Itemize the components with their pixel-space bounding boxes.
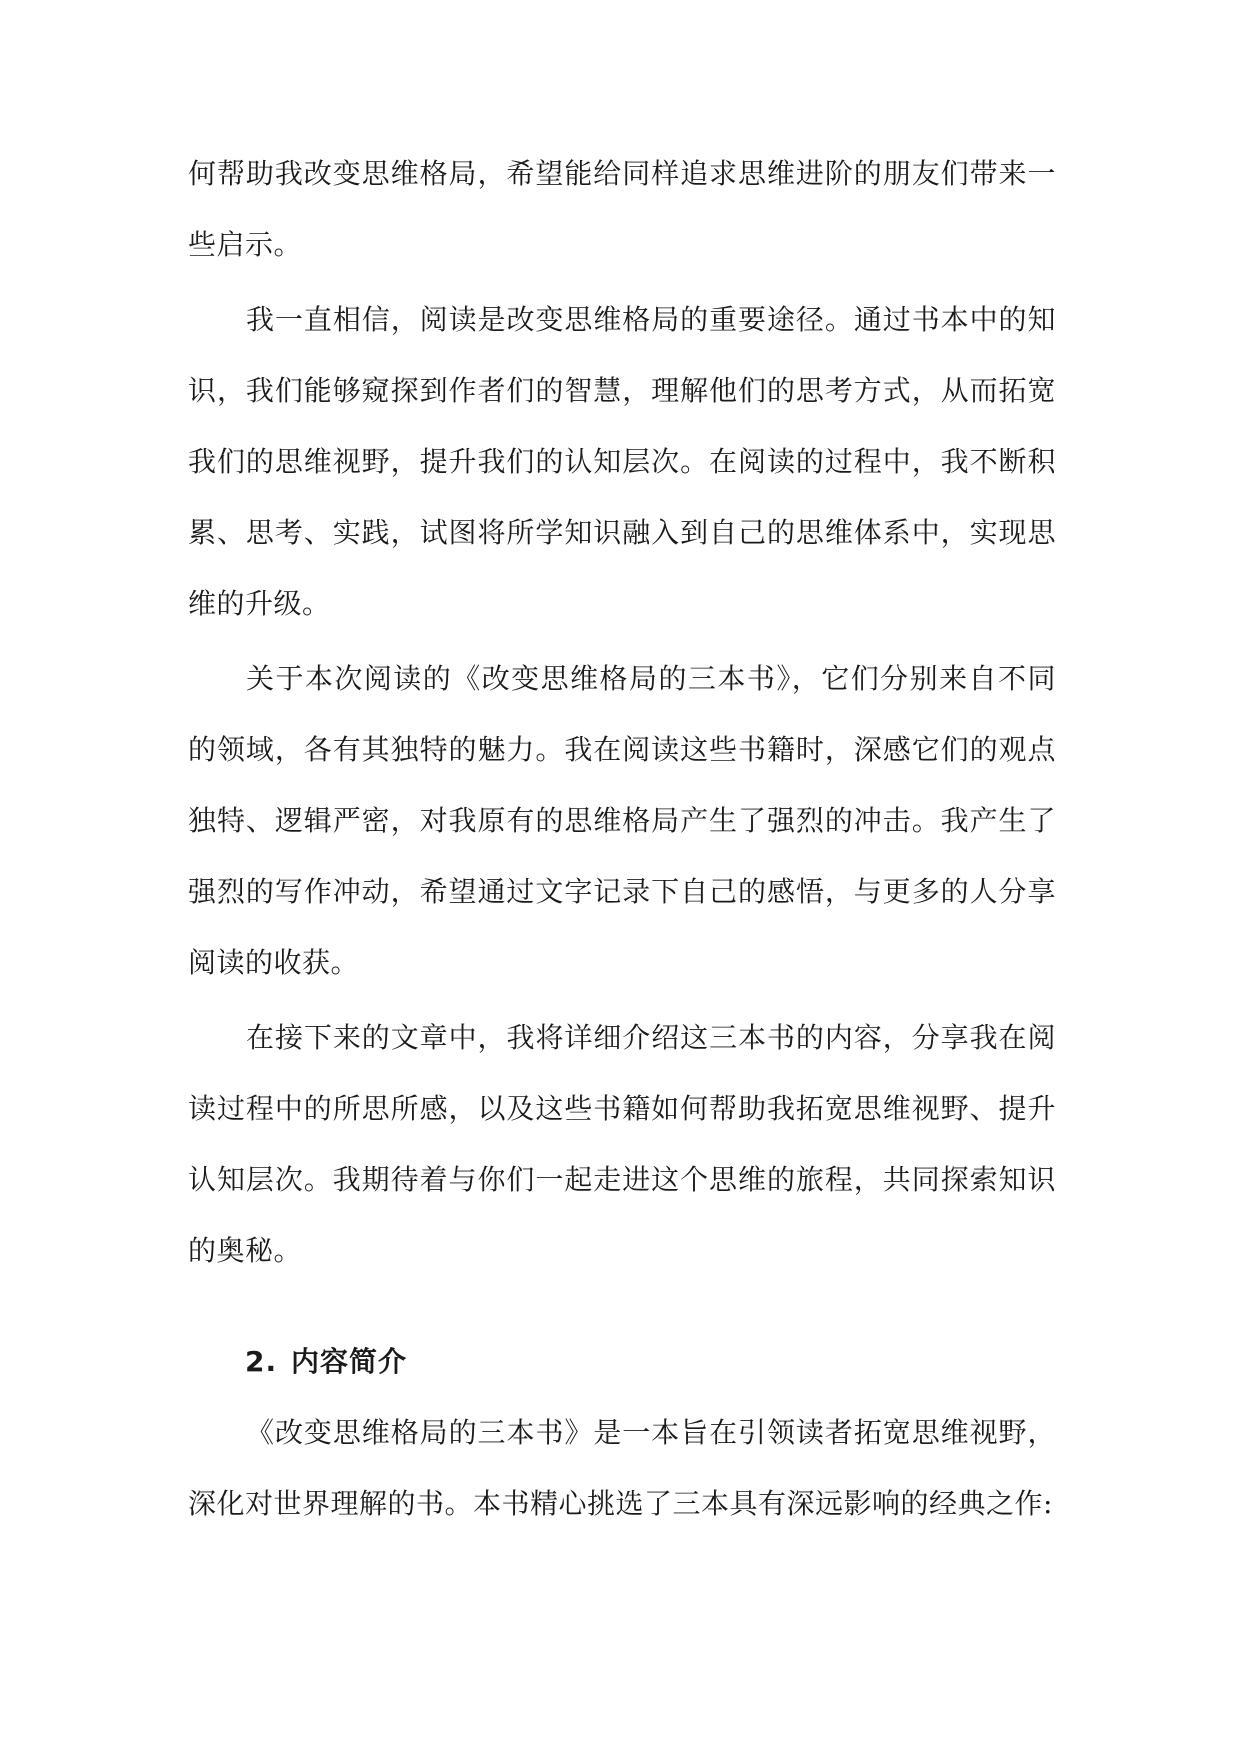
- paragraph-content-intro: 《改变思维格局的三本书》是一本旨在引领读者拓宽思维视野，深化对世界理解的书。本书精心挑选了三本具有深远影响的经典之作:: [188, 1416, 1056, 1520]
- paragraph-continuation: 何帮助我改变思维格局，希望能给同样追求思维进阶的朋友们带来一些启示。: [188, 157, 1056, 261]
- section-number: 2.: [245, 1345, 278, 1378]
- paragraph-reading-belief: 我一直相信，阅读是改变思维格局的重要途径。通过书本中的知识，我们能够窥探到作者们的智慧，理解他们的思考方式，从而拓宽我们的思维视野，提升我们的认知层次。在阅读的过程中，我不断积累、思考、实践，试图将所学知识融入到自己的思维体系中，实现思维的升级。: [188, 303, 1056, 620]
- section-title: 内容简介: [291, 1345, 408, 1378]
- section-heading: [188, 1326, 1056, 1397]
- paragraph-next-article: 在接下来的文章中，我将详细介绍这三本书的内容，分享我在阅读过程中的所思所感，以及这些书籍如何帮助我拓宽思维视野、提升认知层次。我期待着与你们一起走进这个思维的旅程，共同探索知识的奥秘。: [188, 1021, 1056, 1267]
- paragraph-about-books: 关于本次阅读的《改变思维格局的三本书》，它们分别来自不同的领域，各有其独特的魅力。我在阅读这些书籍时，深感它们的观点独特、逻辑严密，对我原有的思维格局产生了强烈的冲击。我产生了强烈的写作冲动，希望通过文字记录下自己的感悟，与更多的人分享阅读的收获。: [188, 662, 1056, 979]
- document-page: [188, 138, 1056, 1543]
